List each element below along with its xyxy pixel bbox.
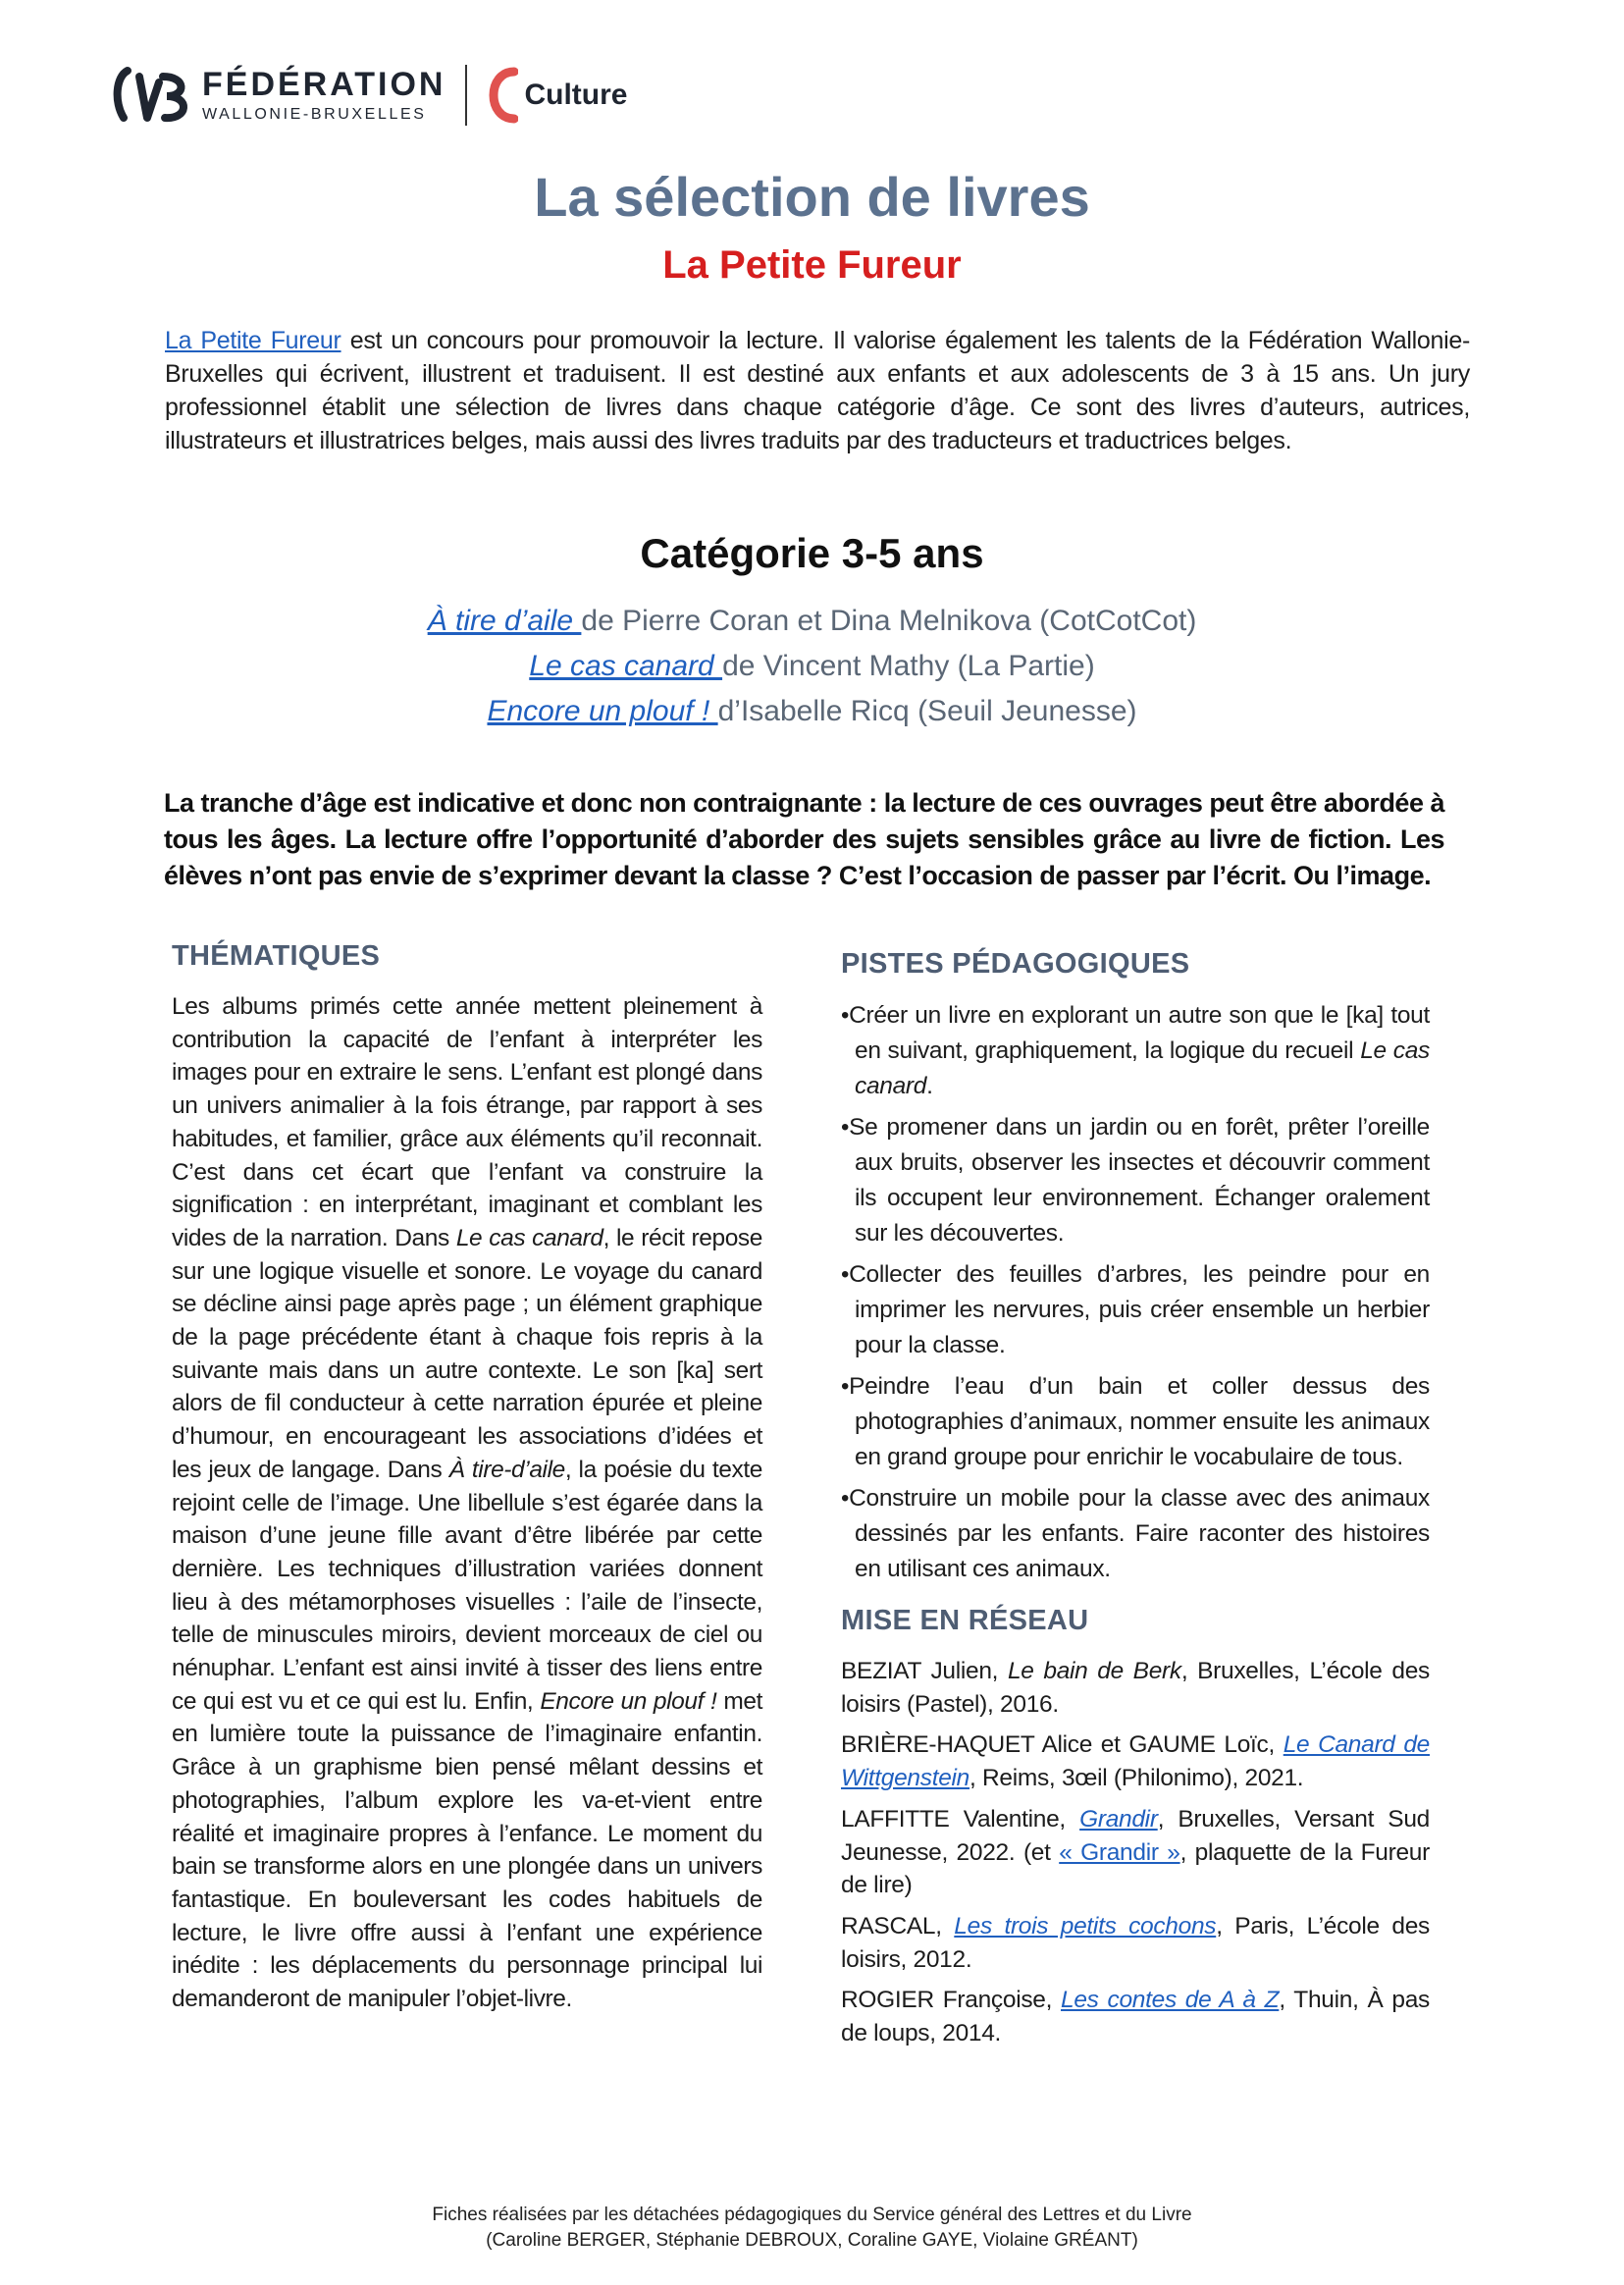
pistes-section — [841, 948, 1430, 2058]
text-run: LAFFITTE Valentine, — [841, 1805, 1080, 1833]
fwb-logo-text — [202, 68, 445, 123]
footer — [0, 2203, 1624, 2254]
text-run: ROGIER Françoise, — [841, 1987, 1062, 2014]
footer-line2: (Caroline BERGER, Stéphanie DEBROUX, Coraline GAYE, Violaine GRÉANT) — [486, 2230, 1138, 2251]
text-run: RASCAL, — [841, 1912, 955, 1940]
list-item — [841, 1110, 1430, 1251]
text-run: . — [926, 1073, 933, 1099]
book-title-link[interactable]: À tire d’aile — [427, 605, 582, 637]
book-title: À tire-d’aile — [448, 1456, 565, 1483]
thematiques-text — [172, 990, 762, 2016]
book-title-link[interactable]: Encore un plouf ! — [487, 695, 718, 727]
culture-logo-icon — [485, 66, 518, 125]
reference-item — [841, 1803, 1430, 1902]
pistes-list — [841, 998, 1430, 1587]
text-run: BRIÈRE-HAQUET Alice et GAUME Loïc, — [841, 1731, 1283, 1759]
fwb-logo-icon — [110, 63, 190, 128]
petite-fureur-link[interactable]: La Petite Fureur — [165, 327, 341, 354]
book-title: Le cas canard — [855, 1037, 1430, 1099]
text-run: BEZIAT Julien, — [841, 1658, 1008, 1684]
intro-paragraph — [165, 324, 1470, 457]
bullet-icon: • — [841, 1373, 850, 1400]
text-run: Peindre l’eau d’un bain et coller dessus des photographies d’animaux, nommer ensuite les animaux en grand groupe pour enrichir le vocabulaire de tous. — [849, 1373, 1430, 1470]
logo-divider — [465, 65, 467, 126]
text-run: met en lumière toute la puissance de l’imaginaire enfantin. Grâce à un graphisme bien pensé mêlant dessins et photographies, l’album explore les va-et-vient entre réalité et imaginaire propres à l’enfance. Le moment du bain se transforme alors en une plongée dans un univers fantastique. En bouleversant les codes habituels de lecture, le livre offre aussi à l’enfant une expérience inédite : les déplacements du personnage principal lui demanderont de manipuler l’objet-livre. — [172, 1687, 763, 2013]
text-run: , la poésie du texte rejoint celle de l’image. Une libellule s’est égarée dans la maison d’une jeune fille avant d’être libérée par cette dernière. Les techniques d’illustration variées donnent lieu à des métamorphoses visuelles : l’aile de l’insecte, telle de minuscules miroirs, devient morceaux de ciel ou nénuphar. L’enfant est ainsi invité à tisser des liens entre ce qui est vu et ce qui est lu. Enfin, — [172, 1456, 762, 1715]
book-item — [0, 644, 1624, 689]
reference-item — [841, 1910, 1430, 1976]
book-title: Encore un plouf ! — [540, 1687, 717, 1715]
booklet-link[interactable]: « Grandir » — [1059, 1838, 1180, 1866]
thematiques-heading: THÉMATIQUES — [172, 940, 381, 972]
list-item — [841, 998, 1430, 1104]
book-title: Le cas canard — [455, 1224, 603, 1251]
book-credits: de Vincent Mathy (La Partie) — [722, 650, 1095, 682]
footer-line1: Fiches réalisées par les détachées pédagogiques du Service général des Lettres et du Livre — [432, 2205, 1192, 2225]
book-title: Le bain de Berk — [1007, 1658, 1181, 1684]
text-run: Collecter des feuilles d’arbres, les peindre pour en imprimer les nervures, puis créer ensemble un herbier pour la classe. — [849, 1261, 1430, 1358]
book-title-link[interactable]: Les trois petits cochons — [954, 1912, 1217, 1940]
text-run: , Bruxelles, L’école des loisirs (Pastel), 2016. — [841, 1658, 1430, 1718]
text-run: , Thuin, À pas de loups, 2014. — [841, 1987, 1430, 2047]
reseau-heading: MISE EN RÉSEAU — [841, 1605, 1089, 1636]
text-run: , Bruxelles, Versant Sud Jeunesse, 2022. (et — [841, 1805, 1430, 1866]
list-item — [841, 1369, 1430, 1475]
bullet-icon: • — [841, 1114, 850, 1141]
book-item — [0, 599, 1624, 644]
reference-item — [841, 1655, 1430, 1721]
header — [110, 61, 627, 130]
book-credits: d’Isabelle Ricq (Seuil Jeunesse) — [717, 695, 1137, 727]
book-list — [0, 599, 1624, 734]
bullet-icon: • — [841, 1261, 850, 1288]
thematiques-section — [172, 940, 762, 2016]
book-title-link[interactable]: Le Canard de Wittgenstein — [841, 1731, 1430, 1792]
intro-text: est un concours pour promouvoir la lecture. Il valorise également les talents de la Fédération Wallonie-Bruxelles qui écrivent, illustrent et traduisent. Il est destiné aux enfants et aux adolescents de 3 à 15 ans. Un jury professionnel établit une sélection de livres dans chaque catégorie d’âge. Ce sont des livres d’auteurs, autrices, illustrateurs et illustratrices belges, mais aussi des livres traduits par des traducteurs et traductrices belges. — [165, 327, 1470, 454]
culture-label: Culture — [524, 79, 628, 111]
bullet-icon: • — [841, 1485, 850, 1512]
text-run: , plaquette de la Fureur de lire) — [841, 1838, 1430, 1899]
book-credits: de Pierre Coran et Dina Melnikova (CotCotCot) — [581, 605, 1197, 637]
text-run: , le récit repose sur une logique visuelle et sonore. Le voyage du canard se décline ainsi page après page ; un élément graphique de la page précédente étant à chaque fois repris à la suivante mais dans un autre contexte. Le son [ka] sert alors de fil conducteur à cette narration épurée et pleine d’humour, en encourageant les associations d’idées et les jeux de langage. Dans — [172, 1224, 762, 1483]
org-name-line2: WALLONIE-BRUXELLES — [202, 106, 427, 123]
age-note: La tranche d’âge est indicative et donc non contraignante : la lecture de ces ouvrages peut être abordée à tous les âges. La lecture offre l’opportunité d’aborder des sujets sensibles grâce au livre de fiction. Les élèves n’ont pas envie de s’exprimer devant la classe ? C’est l’occasion de passer par l’écrit. Ou l’image. — [164, 788, 1444, 890]
reference-item — [841, 1728, 1430, 1794]
text-run: Créer un livre en explorant un autre son que le [ka] tout en suivant, graphiquement, la logique du recueil — [849, 1002, 1430, 1064]
reseau-section — [841, 1605, 1430, 2050]
list-item — [841, 1481, 1430, 1587]
text-run: Construire un mobile pour la classe avec des animaux dessinés par les enfants. Faire raconter des histoires en utilisant ces animaux. — [849, 1485, 1430, 1582]
pistes-heading: PISTES PÉDAGOGIQUES — [841, 948, 1190, 980]
reference-item — [841, 1984, 1430, 2049]
book-item — [0, 689, 1624, 734]
book-title-link[interactable]: Grandir — [1079, 1805, 1158, 1833]
category-title: Catégorie 3-5 ans — [640, 530, 984, 576]
org-name-line1: FÉDÉRATION — [202, 66, 446, 103]
text-run: Les albums primés cette année mettent pleinement à contribution la capacité de l’enfant à interpréter les images pour en extraire le sens. L’enfant est plongé dans un univers animalier à la fois étrange, par rapport à ses habitudes, et familier, grâce aux éléments qu’il reconnait. C’est dans cet écart que l’enfant va construire la signification : en interprétant, imaginant et comblant les vides de la narration. Dans — [172, 993, 762, 1251]
text-run: , Reims, 3œil (Philonimo), 2021. — [969, 1765, 1304, 1792]
page-subtitle: La Petite Fureur — [662, 243, 962, 287]
book-title-link[interactable]: Les contes de A à Z — [1061, 1987, 1280, 2014]
text-run: Se promener dans un jardin ou en forêt, prêter l’oreille aux bruits, observer les insectes et découvrir comment ils occupent leur environnement. Échanger oralement sur les découvertes. — [849, 1114, 1430, 1247]
page-title: La sélection de livres — [534, 166, 1090, 228]
book-title-link[interactable]: Le cas canard — [529, 650, 723, 682]
bullet-icon: • — [841, 1002, 850, 1029]
text-run: , Paris, L’école des loisirs, 2012. — [841, 1912, 1430, 1973]
list-item — [841, 1257, 1430, 1363]
